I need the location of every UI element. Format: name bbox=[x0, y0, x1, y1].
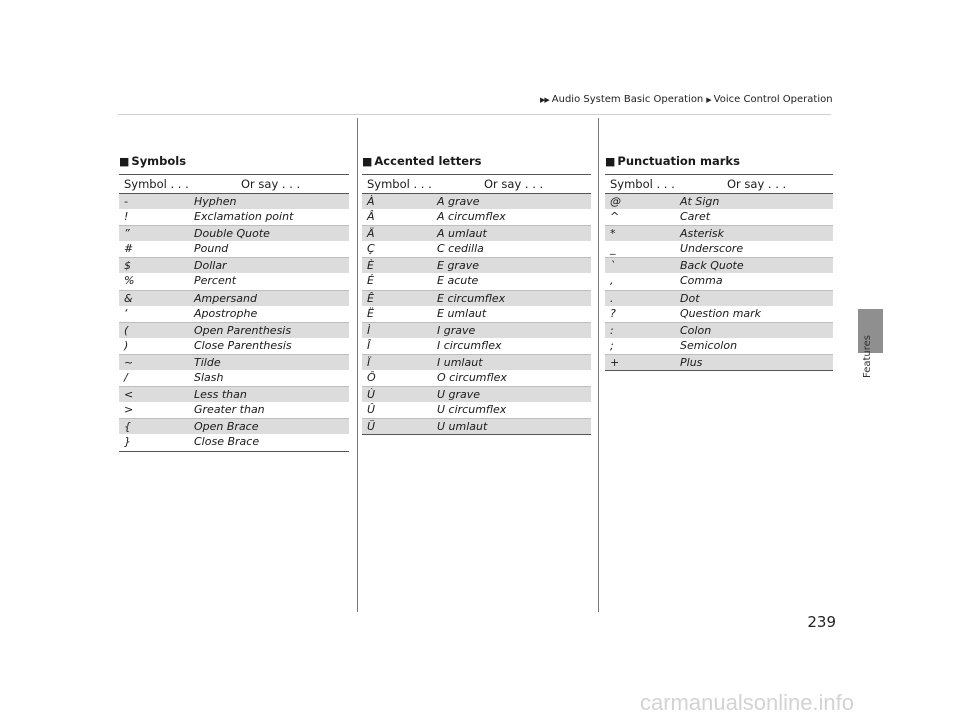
punctuation-rows bbox=[605, 193, 833, 370]
say-cell: A umlaut bbox=[437, 227, 487, 241]
say-cell: Underscore bbox=[680, 242, 744, 256]
col-symbol-header: Symbol . . . bbox=[610, 177, 675, 191]
breadcrumb-item: Voice Control Operation bbox=[713, 94, 833, 105]
symbol-cell: Ê bbox=[367, 291, 374, 305]
symbol-cell: Û bbox=[367, 403, 376, 417]
table-row bbox=[119, 402, 349, 418]
say-cell: Back Quote bbox=[680, 259, 744, 273]
table-row bbox=[362, 322, 591, 338]
table-row bbox=[605, 225, 833, 241]
table-row bbox=[362, 193, 591, 209]
symbols-rows bbox=[119, 193, 349, 451]
symbol-cell: È bbox=[367, 259, 374, 273]
square-bullet-icon: ■ bbox=[362, 155, 373, 168]
col-symbol-header: Symbol . . . bbox=[367, 177, 432, 191]
say-cell: Semicolon bbox=[680, 338, 738, 352]
say-cell: Question mark bbox=[680, 306, 762, 320]
say-cell: E grave bbox=[437, 259, 479, 273]
symbol-cell: Ô bbox=[367, 371, 376, 385]
symbol-cell: + bbox=[610, 355, 620, 369]
table-row bbox=[119, 290, 349, 306]
symbol-cell: { bbox=[124, 420, 131, 434]
symbol-cell: * bbox=[610, 227, 616, 241]
symbol-cell: / bbox=[124, 371, 128, 385]
table-row bbox=[362, 354, 591, 370]
say-cell: Slash bbox=[194, 371, 224, 385]
breadcrumb-item: Audio System Basic Operation bbox=[551, 94, 704, 105]
symbol-cell: _ bbox=[610, 242, 616, 256]
symbol-cell: : bbox=[610, 323, 614, 337]
symbol-cell: Â bbox=[367, 210, 375, 224]
say-cell: U grave bbox=[437, 388, 481, 402]
say-cell: Percent bbox=[194, 274, 237, 288]
table-row bbox=[605, 273, 833, 289]
table-row bbox=[362, 386, 591, 402]
say-cell: Dollar bbox=[194, 259, 227, 273]
square-bullet-icon: ■ bbox=[605, 155, 616, 168]
symbol-cell: Ä bbox=[367, 227, 375, 241]
say-cell: Dot bbox=[680, 291, 700, 305]
table-row bbox=[119, 418, 349, 434]
watermark: carmanualsonline.info bbox=[640, 690, 855, 715]
symbol-cell: ) bbox=[124, 338, 129, 352]
symbols-section bbox=[119, 154, 349, 452]
say-cell: I umlaut bbox=[437, 355, 483, 369]
table-row bbox=[362, 290, 591, 306]
say-cell: Exclamation point bbox=[194, 210, 294, 224]
col-say-header: Or say . . . bbox=[727, 177, 787, 191]
symbol-cell: - bbox=[124, 195, 128, 208]
table-row bbox=[362, 402, 591, 418]
say-cell: A grave bbox=[437, 195, 480, 208]
table-row bbox=[119, 386, 349, 402]
accented-rows bbox=[362, 193, 591, 434]
symbol-cell: ` bbox=[610, 259, 616, 273]
say-cell: Caret bbox=[680, 210, 711, 224]
section-title: ■ Accented letters bbox=[362, 154, 482, 168]
table-row bbox=[362, 225, 591, 241]
symbol-cell: ! bbox=[124, 210, 129, 224]
say-cell: Comma bbox=[680, 274, 723, 288]
symbol-cell: % bbox=[124, 274, 135, 288]
say-cell: I grave bbox=[437, 323, 476, 337]
table-row bbox=[362, 257, 591, 273]
arrow-icon: ▶ bbox=[706, 96, 711, 104]
col-say-header: Or say . . . bbox=[241, 177, 301, 191]
table-bottom-rule bbox=[119, 451, 349, 452]
say-cell: O circumflex bbox=[437, 371, 507, 385]
table-row bbox=[605, 241, 833, 257]
say-cell: E acute bbox=[437, 274, 479, 288]
breadcrumb bbox=[540, 94, 832, 105]
table-row bbox=[362, 273, 591, 289]
section-title: ■ Symbols bbox=[119, 154, 187, 168]
table-row bbox=[362, 306, 591, 322]
table-row bbox=[119, 354, 349, 370]
table-row bbox=[605, 193, 833, 209]
say-cell: U circumflex bbox=[437, 403, 507, 417]
table-header bbox=[605, 174, 833, 193]
table-row bbox=[605, 338, 833, 354]
table-row bbox=[119, 225, 349, 241]
table-row bbox=[605, 322, 833, 338]
symbol-cell: ( bbox=[124, 323, 129, 337]
header-divider bbox=[118, 114, 831, 115]
table-row bbox=[119, 193, 349, 209]
symbol-cell: ? bbox=[610, 306, 616, 320]
say-cell: Close Parenthesis bbox=[194, 338, 292, 352]
table-row bbox=[119, 257, 349, 273]
table-row bbox=[362, 241, 591, 257]
symbol-cell: Ë bbox=[367, 306, 374, 320]
side-tab-label: Features bbox=[862, 335, 873, 378]
symbol-cell: ; bbox=[610, 338, 614, 352]
punctuation-section bbox=[605, 154, 833, 371]
symbol-cell: Î bbox=[367, 338, 371, 352]
say-cell: E umlaut bbox=[437, 306, 487, 320]
say-cell: Plus bbox=[680, 355, 703, 369]
col-say-header: Or say . . . bbox=[484, 177, 544, 191]
table-row bbox=[605, 354, 833, 370]
table-row bbox=[119, 273, 349, 289]
say-cell: Less than bbox=[194, 388, 247, 402]
symbol-cell: & bbox=[124, 291, 133, 305]
col-symbol-header: Symbol . . . bbox=[124, 177, 189, 191]
say-cell: A circumflex bbox=[437, 210, 506, 224]
say-cell: Ampersand bbox=[194, 291, 257, 305]
symbol-cell: Ü bbox=[367, 420, 376, 434]
symbol-cell: ” bbox=[124, 227, 130, 241]
symbol-cell: É bbox=[367, 274, 374, 288]
table-row bbox=[119, 370, 349, 386]
say-cell: Greater than bbox=[194, 403, 265, 417]
symbol-cell: @ bbox=[610, 195, 621, 208]
table-row bbox=[605, 290, 833, 306]
table-row bbox=[362, 418, 591, 434]
say-cell: Colon bbox=[680, 323, 712, 337]
say-cell: Tilde bbox=[194, 355, 221, 369]
symbol-cell: Ù bbox=[367, 388, 376, 402]
table-header bbox=[362, 174, 591, 193]
double-arrow-icon: ▶▶ bbox=[540, 96, 549, 104]
column-divider bbox=[598, 118, 599, 612]
symbol-cell: < bbox=[124, 388, 134, 402]
table-row bbox=[119, 209, 349, 225]
symbol-cell: ‘ bbox=[124, 306, 128, 320]
page-number: 239 bbox=[807, 613, 836, 631]
symbol-cell: ~ bbox=[124, 355, 134, 369]
symbol-cell: $ bbox=[124, 259, 131, 273]
say-cell: E circumflex bbox=[437, 291, 506, 305]
say-cell: Asterisk bbox=[680, 227, 725, 241]
symbol-cell: , bbox=[610, 274, 614, 288]
say-cell: Open Brace bbox=[194, 420, 259, 434]
say-cell: Hyphen bbox=[194, 195, 237, 208]
table-row bbox=[362, 209, 591, 225]
say-cell: I circumflex bbox=[437, 338, 502, 352]
symbol-cell: Ç bbox=[367, 242, 375, 256]
section-title: ■ Punctuation marks bbox=[605, 154, 740, 168]
symbol-cell: ^ bbox=[610, 210, 620, 224]
table-row bbox=[605, 209, 833, 225]
table-row bbox=[119, 434, 349, 450]
symbol-cell: # bbox=[124, 242, 134, 256]
say-cell: At Sign bbox=[680, 195, 720, 208]
say-cell: Close Brace bbox=[194, 435, 260, 449]
table-row bbox=[119, 322, 349, 338]
symbol-cell: . bbox=[610, 291, 614, 305]
table-row bbox=[362, 338, 591, 354]
say-cell: Open Parenthesis bbox=[194, 323, 292, 337]
table-row bbox=[119, 338, 349, 354]
say-cell: Double Quote bbox=[194, 227, 270, 241]
symbol-cell: Ï bbox=[367, 355, 371, 369]
say-cell: C cedilla bbox=[437, 242, 484, 256]
table-bottom-rule bbox=[362, 434, 591, 435]
symbol-cell: > bbox=[124, 403, 134, 417]
table-row bbox=[605, 257, 833, 273]
column-divider bbox=[357, 118, 358, 612]
symbol-cell: À bbox=[367, 195, 375, 208]
table-row bbox=[605, 306, 833, 322]
table-row bbox=[119, 241, 349, 257]
say-cell: Apostrophe bbox=[194, 306, 258, 320]
table-header bbox=[119, 174, 349, 193]
square-bullet-icon: ■ bbox=[119, 155, 130, 168]
say-cell: U umlaut bbox=[437, 420, 488, 434]
say-cell: Pound bbox=[194, 242, 229, 256]
table-row bbox=[119, 306, 349, 322]
symbol-cell: Ì bbox=[367, 323, 371, 337]
symbol-cell: } bbox=[124, 435, 131, 449]
table-bottom-rule bbox=[605, 370, 833, 371]
accented-section bbox=[362, 154, 591, 435]
table-row bbox=[362, 370, 591, 386]
